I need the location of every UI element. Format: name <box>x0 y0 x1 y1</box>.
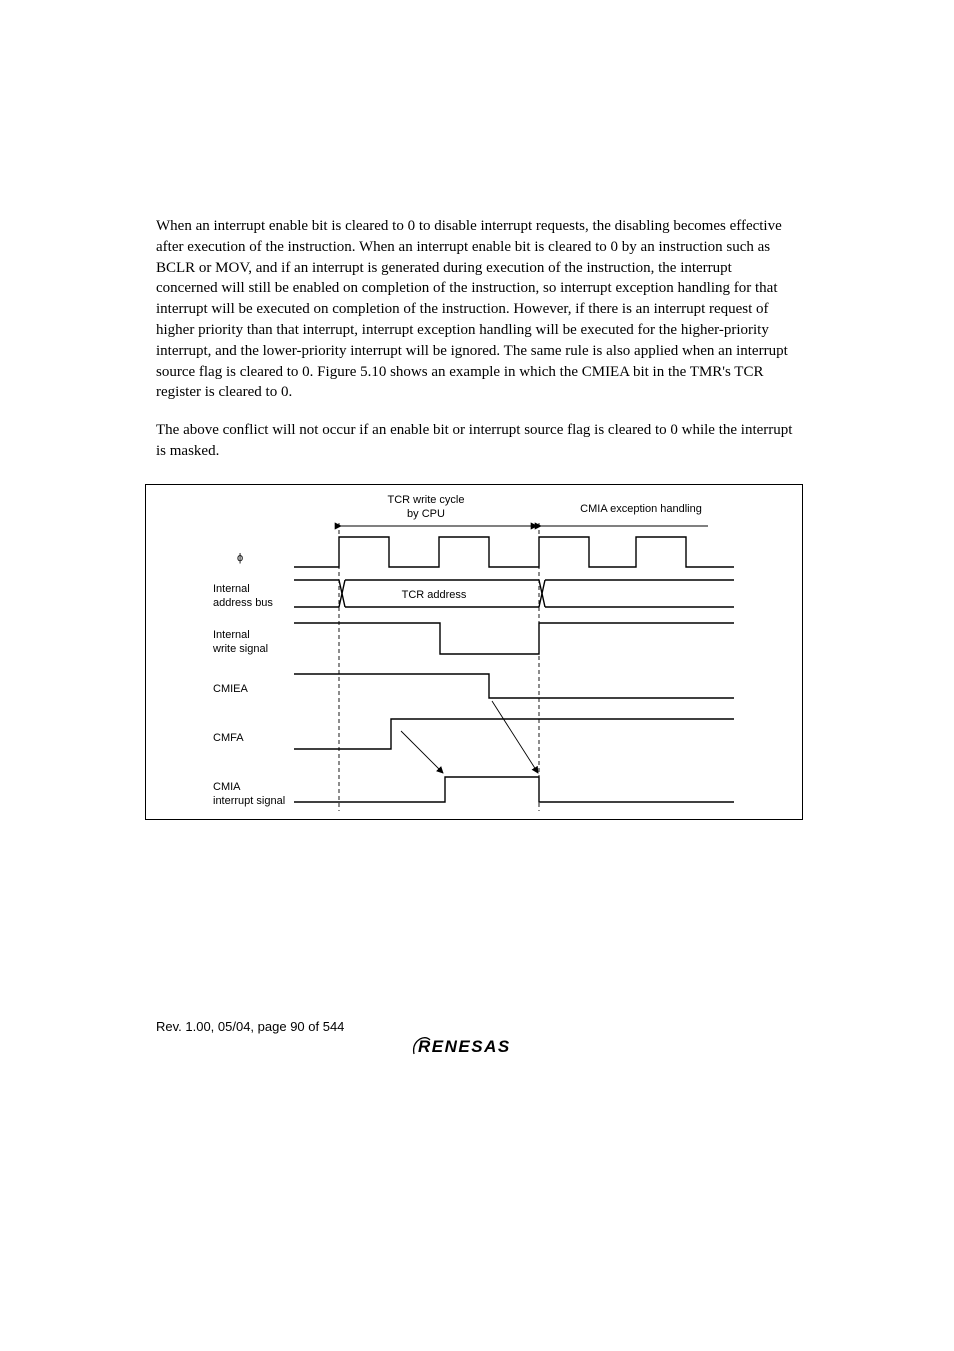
cmfa-label: CMFA <box>213 732 244 744</box>
svg-text:RENESAS: RENESAS <box>418 1037 511 1056</box>
timing-diagram <box>145 484 803 820</box>
cmia-waveform <box>294 777 734 802</box>
cmiea-to-cmia-arrow <box>492 701 538 773</box>
cmiea-waveform <box>294 674 734 698</box>
address-bus-waveform <box>294 580 734 607</box>
renesas-logo <box>412 1036 536 1061</box>
phi-waveform <box>294 537 734 567</box>
cmfa-waveform <box>294 719 734 749</box>
tcr-write-cycle-label: TCR write cycle by CPU <box>387 494 465 520</box>
body-paragraph-2: The above conflict will not occur if an enable bit or interrupt source flag is cleared to 0 while the interrupt is masked. <box>156 422 793 459</box>
write-signal-label: Internal write signal <box>213 629 269 655</box>
address-bus-label: Internal address bus <box>213 583 273 609</box>
cmia-exception-label: CMIA exception handling <box>580 503 702 515</box>
cmiea-label: CMIEA <box>213 683 248 695</box>
cmia-label: CMIA interrupt signal <box>213 781 286 807</box>
body-paragraph-1: When an interrupt enable bit is cleared to 0 to disable interrupt requests, the disabling becomes effective after execution of the instruction. When an interrupt enable bit is cleared to 0 by an instruction such as BCLR or MOV, and if an interrupt is generated during execution of the instruction, the interrupt concerned will still be enabled on completion of the instruction, so interrupt exception handling for that interrupt will be executed on completion of the instruction. However, if there is an interrupt request of higher priority than that interrupt, interrupt exception handling will be executed for the higher-priority interrupt, and the lower-priority interrupt will be ignored. The same rule is also applied when an interrupt source flag is cleared to 0. Figure 5.10 shows an example in which the CMIEA bit in the TMR's TCR register is cleared to 0. <box>156 218 788 401</box>
write-signal-waveform <box>294 623 734 654</box>
tcr-address-label: TCR address <box>401 589 467 601</box>
phi-label: ϕ <box>237 552 244 564</box>
cmfa-to-cmia-arrow <box>401 731 443 773</box>
page-info: Rev. 1.00, 05/04, page 90 of 544 <box>156 1019 345 1034</box>
